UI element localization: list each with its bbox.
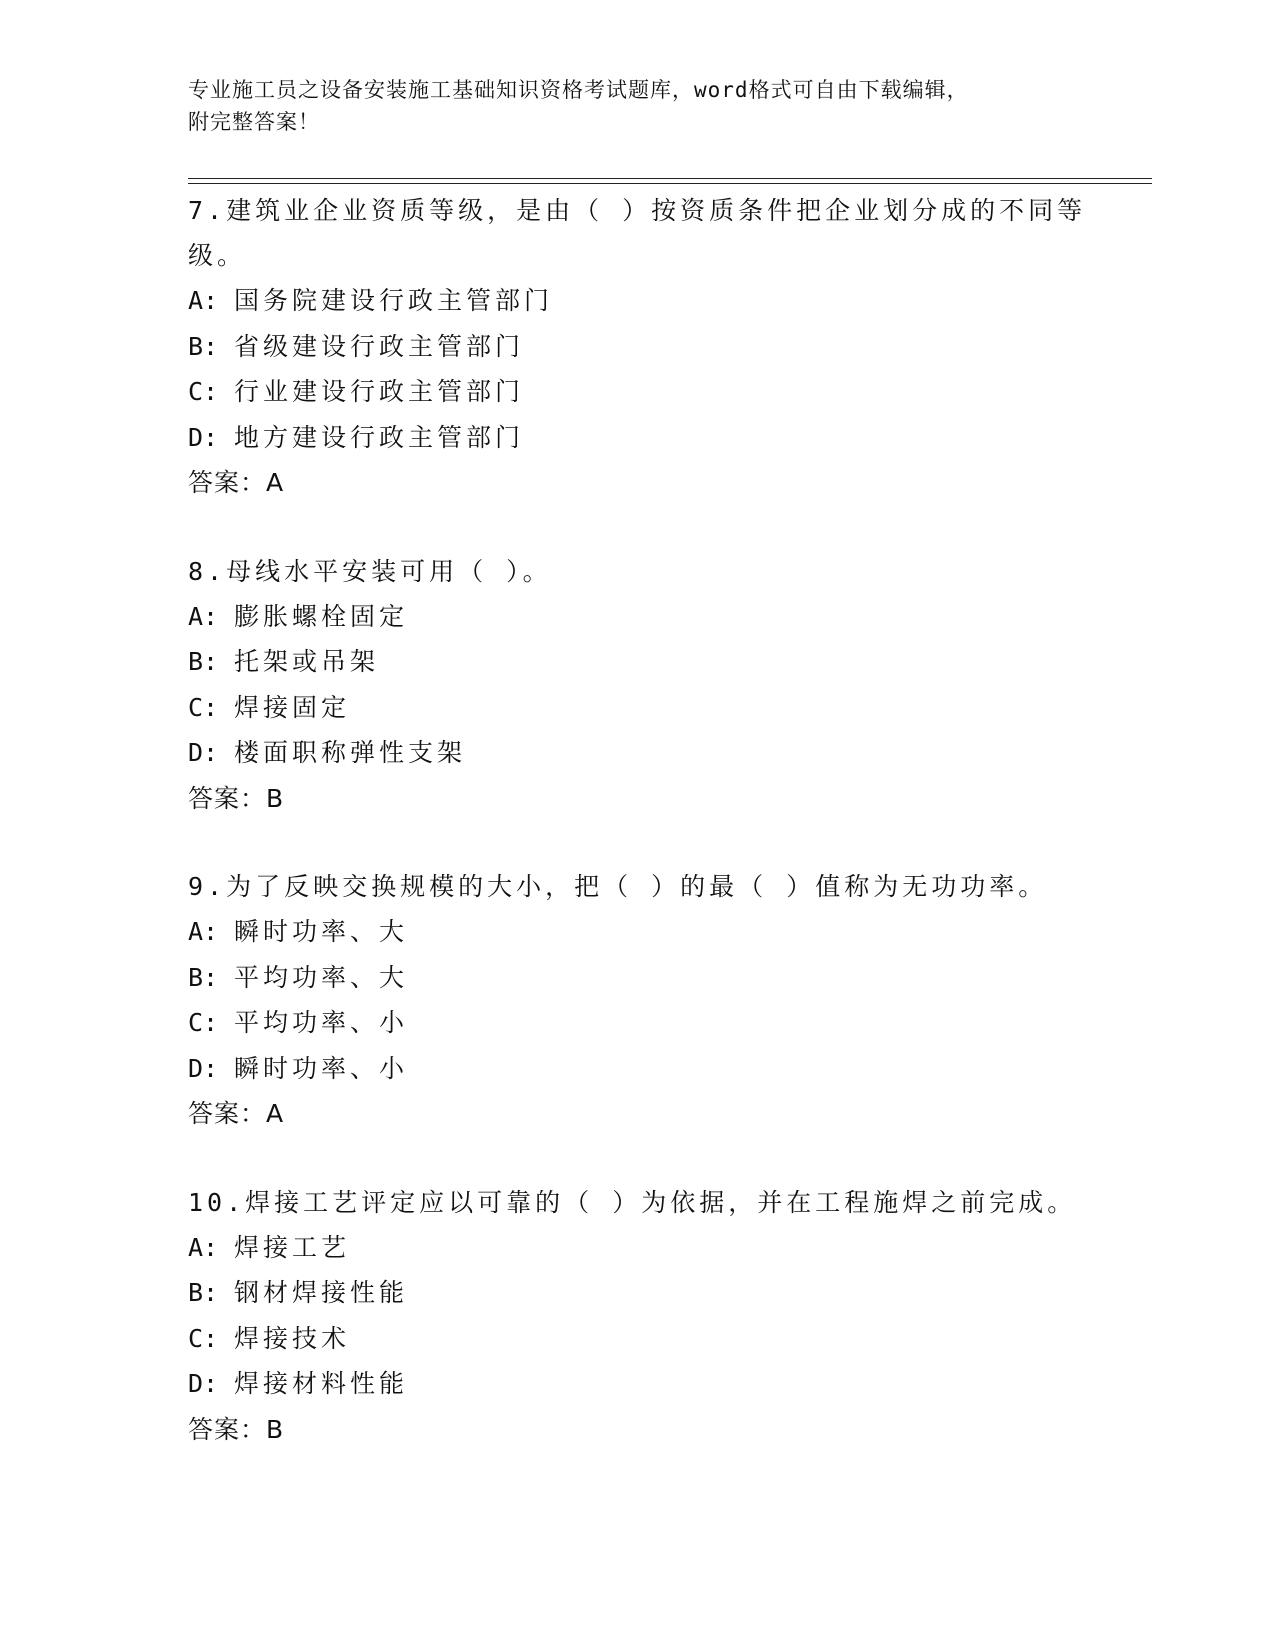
option-letter: A: [188,917,219,946]
question-7 [188,188,1088,506]
answer-line: 答案：A [188,468,285,497]
option-b [188,955,1088,1001]
option-c [188,369,1088,415]
answer-line: 答案：B [188,1414,285,1444]
option-a [188,594,1088,640]
option-letter: C: [188,1323,219,1353]
option-a [188,1225,1088,1271]
option-text: 地方建设行政主管部门 [234,422,525,452]
option-letter: B: [188,962,219,992]
option-text: 膨胀螺栓固定 [234,601,409,631]
option-letter: A: [188,286,219,315]
header-divider-top [188,178,1152,179]
option-letter: C: [188,377,219,406]
header-divider-bottom [188,183,1152,184]
option-letter: C: [188,1008,219,1037]
option-letter: D: [188,1369,219,1398]
question-stem: 7.建筑业企业资质等级，是由（ ）按资质条件把企业划分成的不同等级。 [188,196,1087,270]
option-letter: A: [188,1232,219,1262]
option-text: 焊接技术 [234,1323,351,1353]
question-10 [188,1180,1088,1453]
header-line-1: 专业施工员之设备安装施工基础知识资格考试题库，word格式可自由下载编辑， [188,78,969,102]
option-letter: B: [188,331,219,361]
option-d [188,730,1088,776]
option-d [188,415,1088,461]
option-letter: B: [188,1278,219,1307]
option-text: 瞬时功率、小 [234,1053,409,1083]
option-c [188,685,1088,731]
option-a [188,278,1088,324]
option-d [188,1361,1088,1407]
option-text: 瞬时功率、大 [234,917,409,946]
option-text: 托架或吊架 [234,647,380,676]
document-header [188,74,1088,138]
question-stem: 10.焊接工艺评定应以可靠的（ ）为依据，并在工程施焊之前完成。 [188,1187,1077,1217]
option-b [188,639,1088,685]
question-stem: 9.为了反映交换规模的大小，把（ ）的最（ ）值称为无功功率。 [188,872,1048,901]
option-text: 平均功率、大 [234,962,409,992]
option-a [188,909,1088,955]
option-text: 国务院建设行政主管部门 [234,286,554,315]
question-list [188,188,1088,1495]
option-text: 平均功率、小 [234,1008,409,1037]
option-text: 楼面职称弹性支架 [234,738,467,767]
answer-line: 答案：A [188,1099,285,1128]
option-b [188,324,1088,370]
option-letter: A: [188,601,219,631]
answer-line: 答案：B [188,783,285,813]
option-letter: C: [188,692,219,722]
option-text: 焊接工艺 [234,1232,351,1262]
option-letter: D: [188,1053,219,1083]
option-c [188,1316,1088,1362]
option-letter: B: [188,647,219,676]
question-stem: 8.母线水平安装可用（ ）。 [188,556,552,586]
option-text: 行业建设行政主管部门 [234,377,525,406]
option-text: 焊接固定 [234,692,351,722]
option-text: 省级建设行政主管部门 [234,331,525,361]
option-letter: D: [188,738,219,767]
question-8 [188,549,1088,822]
header-line-2: 附完整答案！ [188,110,320,134]
option-text: 焊接材料性能 [234,1369,409,1398]
option-b [188,1270,1088,1316]
option-c [188,1000,1088,1046]
option-text: 钢材焊接性能 [234,1278,409,1307]
option-letter: D: [188,422,219,452]
question-9 [188,864,1088,1137]
option-d [188,1046,1088,1092]
